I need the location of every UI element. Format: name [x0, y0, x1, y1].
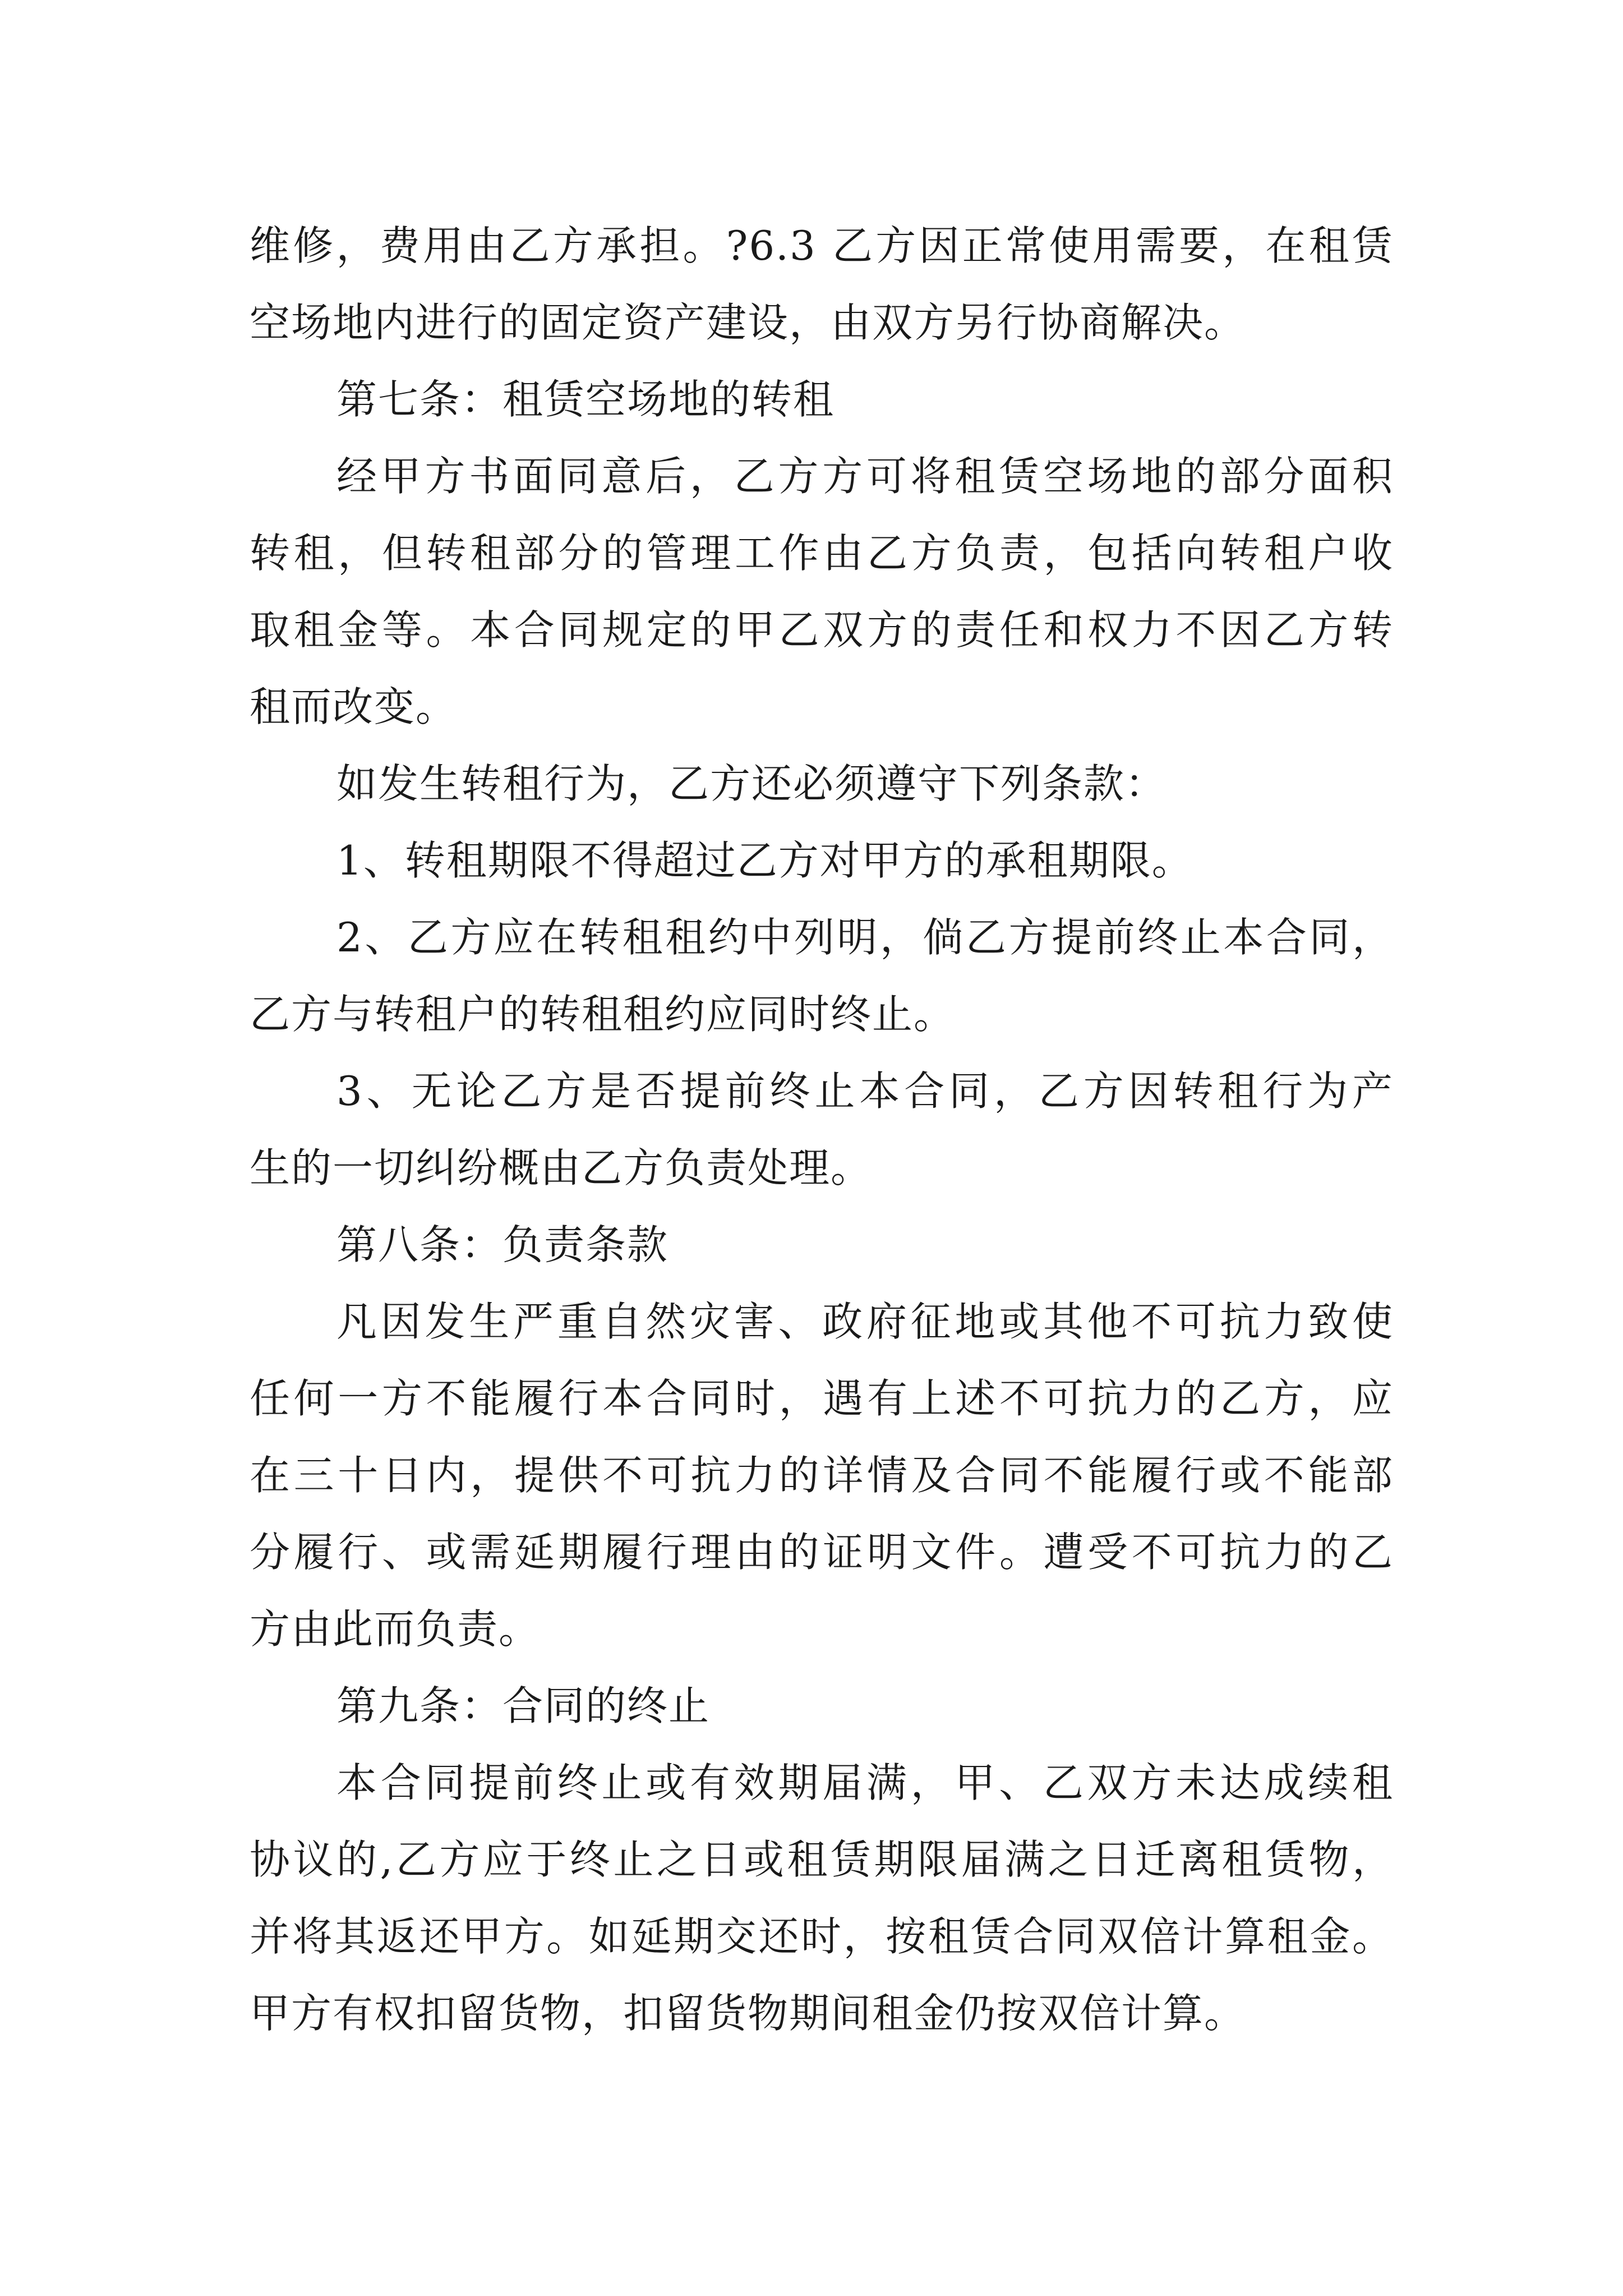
- text-line: 并将其返还甲方。如延期交还时，按租赁合同双倍计算租金。: [250, 1913, 1394, 1960]
- text-line: 生的一切纠纷概由乙方负责处理。: [250, 1144, 873, 1191]
- text-line: 协议的,乙方应于终止之日或租赁期限届满之日迁离租赁物，: [250, 1836, 1394, 1883]
- list-item: 3、无论乙方是否提前终止本合同，乙方因转租行为产: [336, 1068, 1394, 1115]
- list-item: 1、转租期限不得超过乙方对甲方的承租期限。: [336, 837, 1193, 884]
- text-line: 在三十日内，提供不可抗力的详情及合同不能履行或不能部: [250, 1452, 1394, 1499]
- text-line: 维修，费用由乙方承担。?6.3 乙方因正常使用需要，在租赁: [250, 222, 1394, 269]
- text-line: 本合同提前终止或有效期届满，甲、乙双方未达成续租: [336, 1759, 1394, 1806]
- text-line: 租而改变。: [250, 683, 458, 730]
- text-line: 任何一方不能履行本合同时，遇有上述不可抗力的乙方，应: [250, 1375, 1394, 1422]
- text-line: 取租金等。本合同规定的甲乙双方的责任和权力不因乙方转: [250, 606, 1394, 654]
- text-line: 分履行、或需延期履行理由的证明文件。遭受不可抗力的乙: [250, 1529, 1394, 1576]
- text-line: 空场地内进行的固定资产建设，由双方另行协商解决。: [250, 299, 1246, 346]
- text-line: 凡因发生严重自然灾害、政府征地或其他不可抗力致使: [336, 1298, 1394, 1345]
- text-line: 甲方有权扣留货物，扣留货物期间租金仍按双倍计算。: [250, 1990, 1246, 2037]
- text-line: 转租，但转租部分的管理工作由乙方负责，包括向转租户收: [250, 530, 1394, 577]
- list-item: 2、乙方应在转租租约中列明，倘乙方提前终止本合同，: [336, 914, 1394, 961]
- section-heading: 第七条：租赁空场地的转租: [336, 376, 835, 423]
- section-heading: 第九条：合同的终止: [336, 1682, 711, 1729]
- text-line: 经甲方书面同意后，乙方方可将租赁空场地的部分面积: [336, 453, 1394, 500]
- text-line: 如发生转租行为，乙方还必须遵守下列条款：: [336, 760, 1167, 807]
- section-heading: 第八条：负责条款: [336, 1221, 669, 1268]
- text-line: 乙方与转租户的转租租约应同时终止。: [250, 991, 956, 1038]
- text-line: 方由此而负责。: [250, 1605, 541, 1653]
